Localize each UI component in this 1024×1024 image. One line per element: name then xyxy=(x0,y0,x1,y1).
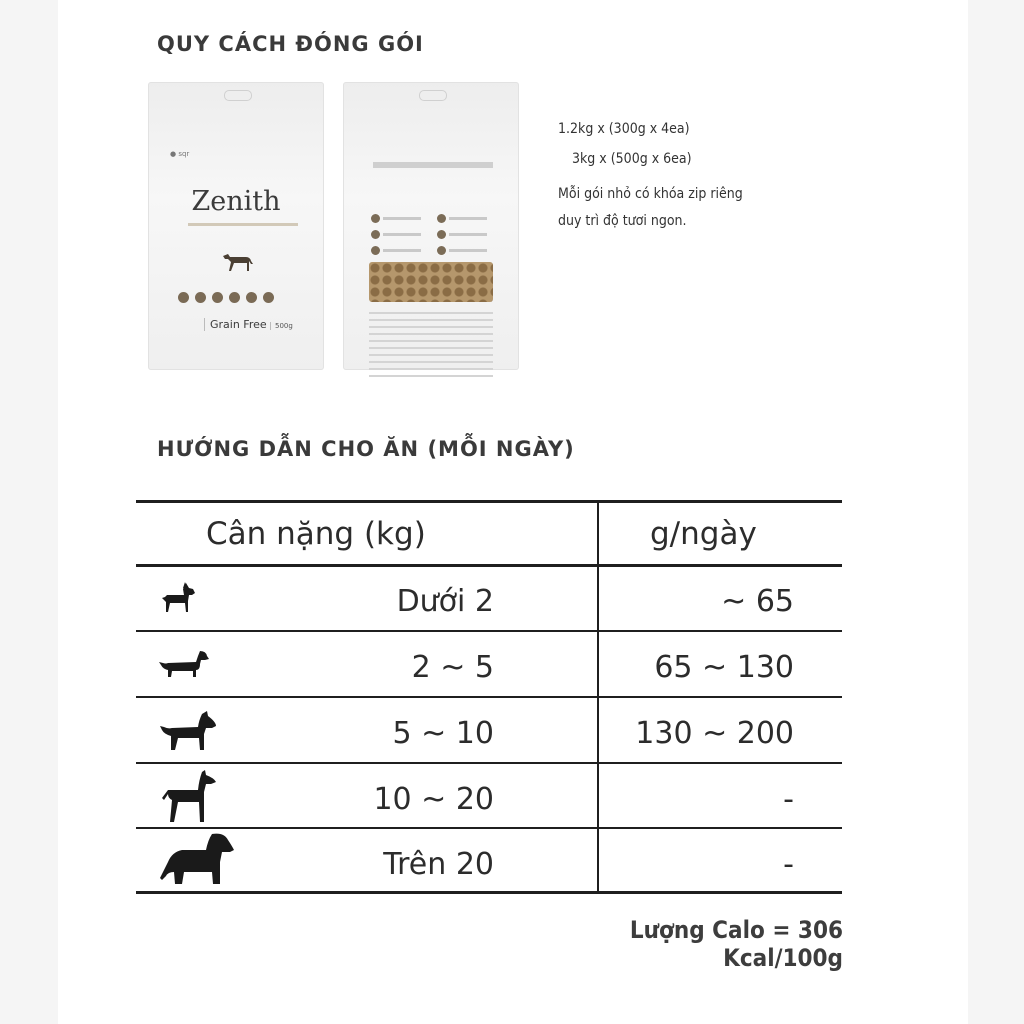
weight-cell: Dưới 2 xyxy=(396,584,494,619)
large-dog-icon xyxy=(158,832,236,888)
table-rule xyxy=(136,696,842,698)
weight-cell: 5 ~ 10 xyxy=(392,716,494,751)
product-bag-back-image xyxy=(343,82,519,370)
bag-logo: ● sqr xyxy=(170,150,190,158)
table-rule xyxy=(136,762,842,764)
product-bag-front-image xyxy=(148,82,324,370)
grams-cell: - xyxy=(783,847,794,882)
table-rule xyxy=(136,500,842,503)
bull-terrier-icon xyxy=(158,710,218,752)
spec-line: duy trì độ tươi ngon. xyxy=(558,213,687,229)
grams-cell: - xyxy=(783,782,794,817)
column-header-grams: g/ngày xyxy=(650,516,757,552)
bag-subtitle-line xyxy=(188,223,298,226)
spec-line: Mỗi gói nhỏ có khóa zip riêng xyxy=(558,186,743,202)
table-rule xyxy=(136,630,842,632)
grams-cell: 130 ~ 200 xyxy=(635,716,794,751)
bag-hanger xyxy=(224,90,252,101)
bag-back-feature-grid xyxy=(371,214,495,255)
bag-back-header xyxy=(373,162,493,168)
kibble-window xyxy=(369,262,493,302)
bag-feature-icons xyxy=(178,292,274,303)
weight-cell: 10 ~ 20 xyxy=(373,782,494,817)
table-rule xyxy=(136,564,842,567)
dachshund-icon xyxy=(158,648,210,680)
bag-weight-label: 500g xyxy=(270,322,293,330)
grams-cell: 65 ~ 130 xyxy=(654,650,794,685)
feeding-heading: HƯỚNG DẪN CHO ĂN (MỖI NGÀY) xyxy=(157,437,575,461)
weight-cell: Trên 20 xyxy=(383,847,494,882)
bag-brand-title: Zenith xyxy=(191,186,281,217)
feeding-table xyxy=(136,500,842,893)
chihuahua-icon xyxy=(158,580,198,616)
spec-line: 1.2kg x (300g x 4ea) xyxy=(558,121,690,137)
bag-grain-free-label: Grain Free xyxy=(204,318,267,331)
table-rule xyxy=(136,827,842,829)
table-rule xyxy=(136,891,842,894)
column-header-weight: Cân nặng (kg) xyxy=(206,516,426,552)
greyhound-icon xyxy=(220,250,254,274)
packaging-heading: QUY CÁCH ĐÓNG GÓI xyxy=(157,32,424,56)
bag-back-text xyxy=(369,312,493,382)
grams-cell: ~ 65 xyxy=(721,584,794,619)
bag-hanger xyxy=(419,90,447,101)
table-divider xyxy=(597,500,599,893)
spec-line: 3kg x (500g x 6ea) xyxy=(572,151,692,167)
calorie-note: Lượng Calo = 306 Kcal/100g xyxy=(629,916,843,972)
doberman-icon xyxy=(158,770,218,824)
weight-cell: 2 ~ 5 xyxy=(411,650,494,685)
